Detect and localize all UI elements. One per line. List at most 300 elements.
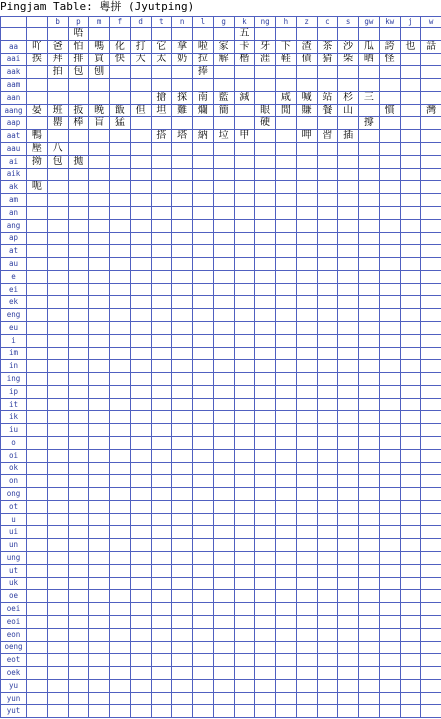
table-cell xyxy=(276,66,297,79)
table-cell xyxy=(400,155,421,168)
table-cell xyxy=(255,360,276,373)
table-cell xyxy=(255,500,276,513)
table-cell: 垃 xyxy=(213,130,234,143)
table-cell xyxy=(27,296,48,309)
row-label: un xyxy=(1,539,27,552)
table-cell xyxy=(255,270,276,283)
table-cell xyxy=(421,334,441,347)
table-row xyxy=(1,577,441,590)
table-cell xyxy=(276,590,297,603)
table-cell xyxy=(89,283,110,296)
table-cell xyxy=(151,424,172,437)
table-cell xyxy=(379,194,400,207)
table-cell xyxy=(400,692,421,705)
table-cell xyxy=(400,270,421,283)
table-cell xyxy=(338,462,359,475)
table-cell xyxy=(193,347,214,360)
table-cell xyxy=(151,117,172,130)
table-cell xyxy=(359,488,380,501)
table-cell xyxy=(172,641,193,654)
table-cell xyxy=(255,679,276,692)
table-cell xyxy=(296,194,317,207)
table-cell xyxy=(27,500,48,513)
table-cell xyxy=(110,155,131,168)
table-cell xyxy=(255,424,276,437)
table-cell xyxy=(255,283,276,296)
table-cell xyxy=(234,155,255,168)
table-row xyxy=(1,539,441,552)
table-cell xyxy=(276,564,297,577)
row-label: ang xyxy=(1,219,27,232)
table-cell xyxy=(379,424,400,437)
table-cell xyxy=(151,539,172,552)
table-cell xyxy=(110,347,131,360)
table-cell xyxy=(234,667,255,680)
table-cell xyxy=(296,309,317,322)
table-cell xyxy=(213,705,234,718)
table-cell xyxy=(379,309,400,322)
table-cell xyxy=(338,232,359,245)
table-cell xyxy=(359,705,380,718)
table-cell xyxy=(359,603,380,616)
table-cell xyxy=(276,296,297,309)
table-cell xyxy=(110,79,131,92)
table-body xyxy=(1,17,441,718)
table-cell xyxy=(213,411,234,424)
table-cell xyxy=(213,360,234,373)
table-cell xyxy=(234,206,255,219)
table-cell xyxy=(130,66,151,79)
table-cell xyxy=(317,398,338,411)
table-cell xyxy=(27,334,48,347)
table-cell xyxy=(400,168,421,181)
table-cell xyxy=(359,232,380,245)
table-cell xyxy=(213,590,234,603)
table-cell xyxy=(27,66,48,79)
table-cell xyxy=(317,117,338,130)
table-cell xyxy=(47,206,68,219)
table-cell xyxy=(130,411,151,424)
table-cell xyxy=(255,168,276,181)
table-cell xyxy=(338,679,359,692)
table-cell xyxy=(255,245,276,258)
table-cell xyxy=(130,679,151,692)
table-cell xyxy=(110,641,131,654)
table-cell xyxy=(213,321,234,334)
table-cell xyxy=(89,500,110,513)
table-cell: 咸 xyxy=(276,91,297,104)
table-cell xyxy=(193,526,214,539)
table-cell xyxy=(130,590,151,603)
table-cell: 坦 xyxy=(151,104,172,117)
table-cell xyxy=(68,373,89,386)
table-cell xyxy=(421,462,441,475)
table-cell xyxy=(151,628,172,641)
table-cell xyxy=(234,615,255,628)
table-cell xyxy=(213,181,234,194)
table-cell xyxy=(296,500,317,513)
table-cell xyxy=(130,449,151,462)
table-cell xyxy=(130,577,151,590)
table-cell xyxy=(89,577,110,590)
table-row xyxy=(1,66,441,79)
table-cell: 家 xyxy=(213,40,234,53)
table-cell xyxy=(276,641,297,654)
table-cell xyxy=(151,552,172,565)
table-row xyxy=(1,347,441,360)
table-row xyxy=(1,206,441,219)
column-header: p xyxy=(68,17,89,28)
table-cell xyxy=(110,449,131,462)
table-cell xyxy=(379,360,400,373)
table-cell xyxy=(68,603,89,616)
table-cell: 拍 xyxy=(47,66,68,79)
table-cell xyxy=(110,219,131,232)
table-cell xyxy=(400,398,421,411)
row-label: au xyxy=(1,258,27,271)
table-cell xyxy=(130,258,151,271)
table-cell xyxy=(172,194,193,207)
row-label: u xyxy=(1,513,27,526)
table-cell xyxy=(151,564,172,577)
table-cell xyxy=(110,552,131,565)
table-cell xyxy=(213,385,234,398)
table-cell xyxy=(276,654,297,667)
table-cell xyxy=(89,398,110,411)
table-cell xyxy=(110,283,131,296)
table-cell xyxy=(255,488,276,501)
table-cell xyxy=(317,705,338,718)
table-cell xyxy=(172,615,193,628)
table-cell xyxy=(130,283,151,296)
table-row xyxy=(1,692,441,705)
table-cell xyxy=(379,334,400,347)
table-row xyxy=(1,194,441,207)
table-cell xyxy=(213,79,234,92)
table-cell xyxy=(296,437,317,450)
table-row xyxy=(1,28,441,41)
table-cell xyxy=(47,245,68,258)
table-cell xyxy=(68,385,89,398)
table-cell xyxy=(68,564,89,577)
column-header: z xyxy=(296,17,317,28)
table-cell xyxy=(421,79,441,92)
table-cell xyxy=(276,181,297,194)
table-cell xyxy=(27,398,48,411)
table-cell xyxy=(296,283,317,296)
table-cell xyxy=(172,462,193,475)
table-cell xyxy=(89,654,110,667)
table-cell xyxy=(193,462,214,475)
table-cell xyxy=(359,615,380,628)
table-cell xyxy=(400,705,421,718)
table-cell: 瓜 xyxy=(359,40,380,53)
table-cell xyxy=(47,309,68,322)
table-cell xyxy=(338,564,359,577)
table-cell xyxy=(421,398,441,411)
table-cell: 呷 xyxy=(296,130,317,143)
table-cell xyxy=(234,143,255,156)
table-cell xyxy=(130,692,151,705)
table-cell: 塔 xyxy=(172,130,193,143)
table-cell xyxy=(213,424,234,437)
table-cell xyxy=(213,168,234,181)
table-cell xyxy=(338,615,359,628)
table-cell xyxy=(400,79,421,92)
table-row xyxy=(1,309,441,322)
table-cell xyxy=(421,539,441,552)
table-row xyxy=(1,449,441,462)
table-cell xyxy=(47,258,68,271)
table-cell xyxy=(213,654,234,667)
table-cell xyxy=(296,641,317,654)
table-cell xyxy=(130,117,151,130)
table-cell xyxy=(110,488,131,501)
table-cell xyxy=(234,679,255,692)
table-cell xyxy=(89,564,110,577)
table-cell xyxy=(151,667,172,680)
table-cell xyxy=(130,245,151,258)
table-cell xyxy=(68,577,89,590)
table-cell xyxy=(151,654,172,667)
table-cell xyxy=(110,245,131,258)
column-header: t xyxy=(151,17,172,28)
table-row xyxy=(1,117,441,130)
table-cell xyxy=(421,270,441,283)
table-cell xyxy=(130,79,151,92)
table-cell xyxy=(255,296,276,309)
table-cell xyxy=(338,577,359,590)
table-cell xyxy=(379,206,400,219)
row-label: ak xyxy=(1,181,27,194)
table-cell xyxy=(213,206,234,219)
table-cell xyxy=(151,219,172,232)
table-cell xyxy=(276,283,297,296)
table-cell xyxy=(421,667,441,680)
row-label: ei xyxy=(1,283,27,296)
row-label: e xyxy=(1,270,27,283)
table-cell xyxy=(130,526,151,539)
table-cell xyxy=(27,539,48,552)
table-cell: 快 xyxy=(110,53,131,66)
table-cell xyxy=(89,437,110,450)
table-cell xyxy=(255,705,276,718)
table-cell xyxy=(213,143,234,156)
table-cell xyxy=(400,475,421,488)
table-cell xyxy=(47,168,68,181)
table-cell xyxy=(110,603,131,616)
table-cell xyxy=(130,641,151,654)
table-row xyxy=(1,360,441,373)
table-cell: 它 xyxy=(151,40,172,53)
table-cell xyxy=(421,552,441,565)
table-cell xyxy=(47,373,68,386)
table-row xyxy=(1,424,441,437)
table-row xyxy=(1,245,441,258)
table-cell xyxy=(172,232,193,245)
table-cell xyxy=(255,194,276,207)
table-cell xyxy=(379,130,400,143)
table-cell xyxy=(421,130,441,143)
table-cell: 晒 xyxy=(359,53,380,66)
table-cell: 爛 xyxy=(193,104,214,117)
row-label: im xyxy=(1,347,27,360)
table-row xyxy=(1,296,441,309)
table-cell xyxy=(27,667,48,680)
table-cell xyxy=(130,500,151,513)
table-cell xyxy=(296,258,317,271)
table-cell xyxy=(234,270,255,283)
table-cell xyxy=(276,168,297,181)
table-cell xyxy=(110,679,131,692)
table-cell xyxy=(47,385,68,398)
table-cell xyxy=(421,194,441,207)
table-cell xyxy=(379,564,400,577)
table-cell xyxy=(130,347,151,360)
table-cell: 三 xyxy=(359,91,380,104)
table-cell xyxy=(359,79,380,92)
table-cell xyxy=(27,462,48,475)
table-cell xyxy=(234,79,255,92)
table-cell xyxy=(234,564,255,577)
table-cell xyxy=(276,309,297,322)
table-cell xyxy=(68,143,89,156)
table-cell xyxy=(47,679,68,692)
table-cell xyxy=(151,296,172,309)
table-cell xyxy=(276,28,297,41)
table-cell xyxy=(172,155,193,168)
table-row xyxy=(1,552,441,565)
table-cell xyxy=(27,705,48,718)
row-label: ui xyxy=(1,526,27,539)
table-cell xyxy=(151,347,172,360)
table-cell xyxy=(151,283,172,296)
table-cell xyxy=(213,615,234,628)
table-cell: 爸 xyxy=(47,40,68,53)
table-cell xyxy=(234,692,255,705)
table-cell: 五 xyxy=(234,28,255,41)
table-cell xyxy=(296,181,317,194)
table-cell xyxy=(110,309,131,322)
table-cell xyxy=(296,462,317,475)
row-label: i xyxy=(1,334,27,347)
table-row xyxy=(1,181,441,194)
table-cell xyxy=(276,117,297,130)
table-cell: 扳 xyxy=(68,104,89,117)
table-cell xyxy=(379,692,400,705)
table-cell xyxy=(379,411,400,424)
table-cell: 包 xyxy=(68,66,89,79)
row-label xyxy=(1,28,27,41)
table-cell xyxy=(193,321,214,334)
table-cell xyxy=(317,321,338,334)
table-cell: 也 xyxy=(400,40,421,53)
table-cell xyxy=(27,526,48,539)
table-cell xyxy=(47,628,68,641)
table-cell xyxy=(130,309,151,322)
table-cell xyxy=(317,526,338,539)
table-cell xyxy=(213,232,234,245)
table-cell xyxy=(27,590,48,603)
table-cell xyxy=(296,232,317,245)
table-row xyxy=(1,705,441,718)
table-cell xyxy=(255,564,276,577)
table-cell xyxy=(276,462,297,475)
table-cell xyxy=(338,258,359,271)
table-cell xyxy=(296,270,317,283)
table-cell xyxy=(276,206,297,219)
table-cell xyxy=(400,411,421,424)
table-cell xyxy=(27,615,48,628)
table-cell xyxy=(193,194,214,207)
table-cell xyxy=(276,577,297,590)
table-cell xyxy=(400,347,421,360)
table-cell xyxy=(276,603,297,616)
row-label: an xyxy=(1,206,27,219)
table-cell: 排 xyxy=(68,53,89,66)
column-header: ng xyxy=(255,17,276,28)
table-cell xyxy=(379,385,400,398)
table-cell xyxy=(317,500,338,513)
table-cell xyxy=(89,603,110,616)
table-cell xyxy=(276,667,297,680)
row-label: yu xyxy=(1,679,27,692)
table-cell xyxy=(172,692,193,705)
table-cell xyxy=(27,411,48,424)
table-cell xyxy=(338,347,359,360)
row-label: yut xyxy=(1,705,27,718)
table-cell xyxy=(151,321,172,334)
table-cell xyxy=(255,654,276,667)
table-cell xyxy=(68,513,89,526)
table-cell xyxy=(130,488,151,501)
table-cell xyxy=(379,475,400,488)
table-cell xyxy=(255,28,276,41)
table-cell xyxy=(27,347,48,360)
table-cell xyxy=(359,577,380,590)
table-cell xyxy=(193,615,214,628)
table-cell xyxy=(317,347,338,360)
table-row xyxy=(1,130,441,143)
table-cell xyxy=(400,552,421,565)
table-cell xyxy=(68,398,89,411)
table-cell xyxy=(338,411,359,424)
table-cell xyxy=(276,321,297,334)
table-cell: 拿 xyxy=(172,40,193,53)
table-cell xyxy=(317,615,338,628)
table-row xyxy=(1,79,441,92)
table-cell xyxy=(47,692,68,705)
table-cell xyxy=(110,258,131,271)
table-cell xyxy=(193,564,214,577)
table-cell: 怕 xyxy=(68,40,89,53)
row-label: oe xyxy=(1,590,27,603)
table-cell xyxy=(234,641,255,654)
table-cell xyxy=(338,513,359,526)
table-cell: 猛 xyxy=(110,117,131,130)
table-cell xyxy=(400,603,421,616)
table-cell: 嗎 xyxy=(89,40,110,53)
table-cell xyxy=(338,552,359,565)
table-cell xyxy=(47,411,68,424)
table-cell xyxy=(151,360,172,373)
table-cell xyxy=(213,692,234,705)
table-cell xyxy=(400,321,421,334)
table-cell xyxy=(27,475,48,488)
table-row xyxy=(1,462,441,475)
table-cell xyxy=(338,590,359,603)
table-cell xyxy=(276,245,297,258)
